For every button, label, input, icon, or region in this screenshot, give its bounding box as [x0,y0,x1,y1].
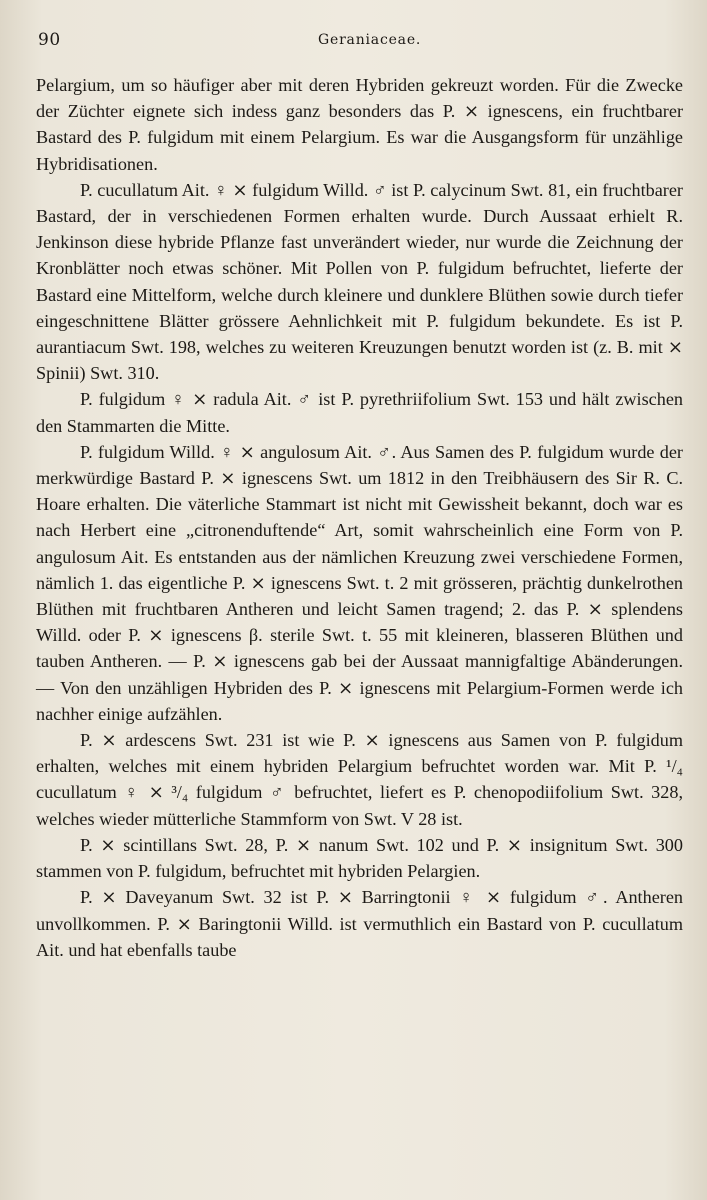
paragraph-daveyanum: P. ⨯ Daveyanum Swt. 32 ist P. ⨯ Barringtonii ♀ ⨯ fulgidum ♂. Antheren unvollkommen. P. ⨯ Baringtonii Willd. ist vermuthlich ein Bastard von P. cucullatum Ait. und hat ebenfalls taube [36,887,683,960]
page-header [38,30,683,60]
paragraph-fulgidum-radula: P. fulgidum ♀ ⨯ radula Ait. ♂ ist P. pyrethriifolium Swt. 153 und hält zwischen den Stammarten die Mitte. [36,389,683,436]
running-head: Geraniaceae. [318,32,422,48]
page-number: 90 [38,30,61,50]
paragraph-fulgidum-angulosum: P. fulgidum Willd. ♀ ⨯ angulosum Ait. ♂. Aus Samen des P. fulgidum wurde der merkwürdige Bastard P. ⨯ ignescens Swt. um 1812 in den Treibhäusern des Sir R. C. Hoare erhalten. Die väterliche Stammart ist nicht mit Gewissheit bekannt, doch war es nach Herbert eine „citronenduftende“ Art, somit wahrscheinlich eine Form von P. angulosum Ait. Es entstanden aus der nämlichen Kreuzung zwei verschiedene Formen, nämlich 1. das eigentliche P. ⨯ ignescens Swt. t. 2 mit grösseren, prächtig dunkelrothen Blüthen mit fruchtbaren Antheren und leicht Samen tragend; 2. das P. ⨯ splendens Willd. oder P. ⨯ ignescens β. sterile Swt. t. 55 mit kleineren, blasseren Blüthen und tauben Antheren. — P. ⨯ ignescens gab bei der Aussaat mannigfaltige Abänderungen. — Von den unzähligen Hybriden des P. ⨯ ignescens mit Pelargium-Formen werde ich nachher einige aufzählen. [36,441,683,724]
body-text [36,72,683,963]
paragraph-continuation: Pelargium, um so häufiger aber mit deren Hybriden gekreuzt worden. Für die Zwecke der Züchter eignete sich indess ganz besonders das P. ⨯ ignescens, ein fruchtbarer Bastard des P. fulgidum mit einem Pelargium. Es war die Ausgangsform für unzählige Hybridisationen. [36,75,683,174]
paragraph-scintillans: P. ⨯ scintillans Swt. 28, P. ⨯ nanum Swt. 102 und P. ⨯ insignitum Swt. 300 stammen von P. fulgidum, befruchtet mit hybriden Pelargien. [36,834,683,882]
paragraph-ardescens: P. ⨯ ardescens Swt. 231 ist wie P. ⨯ ignescens aus Samen von P. fulgidum erhalten, welches mit einem hybriden Pelargium befruchtet worden war. Mit P. ¹/₄ cucullatum ♀ ⨯ ³/₄ fulgidum ♂ befruchtet, liefert es P. chenopodiifolium Swt. 328, welches wieder mütterliche Stammform von Swt. V 28 ist. [36,730,683,829]
paragraph-cucullatum-fulgidum: P. cucullatum Ait. ♀ ⨯ fulgidum Willd. ♂ ist P. calycinum Swt. 81, ein fruchtbarer Bastard, der in verschiedenen Formen erhalten wurde. Durch Aussaat erhielt R. Jenkinson diese hybride Pflanze fast unverändert wieder, nur wurde die Zeichnung der Kronblätter noch etwas schöner. Mit Pollen von P. fulgidum befruchtet, lieferte der Bastard eine Mittelform, welche durch kleinere und dunklere Blüthen sowie durch tiefer eingeschnittene Blätter grössere Aehnlichkeit mit P. fulgidum bekundete. Es ist P. aurantiacum Swt. 198, welches zu weiteren Kreuzungen benutzt worden ist (z. B. mit ⨯ Spinii) Swt. 310. [36,179,683,384]
